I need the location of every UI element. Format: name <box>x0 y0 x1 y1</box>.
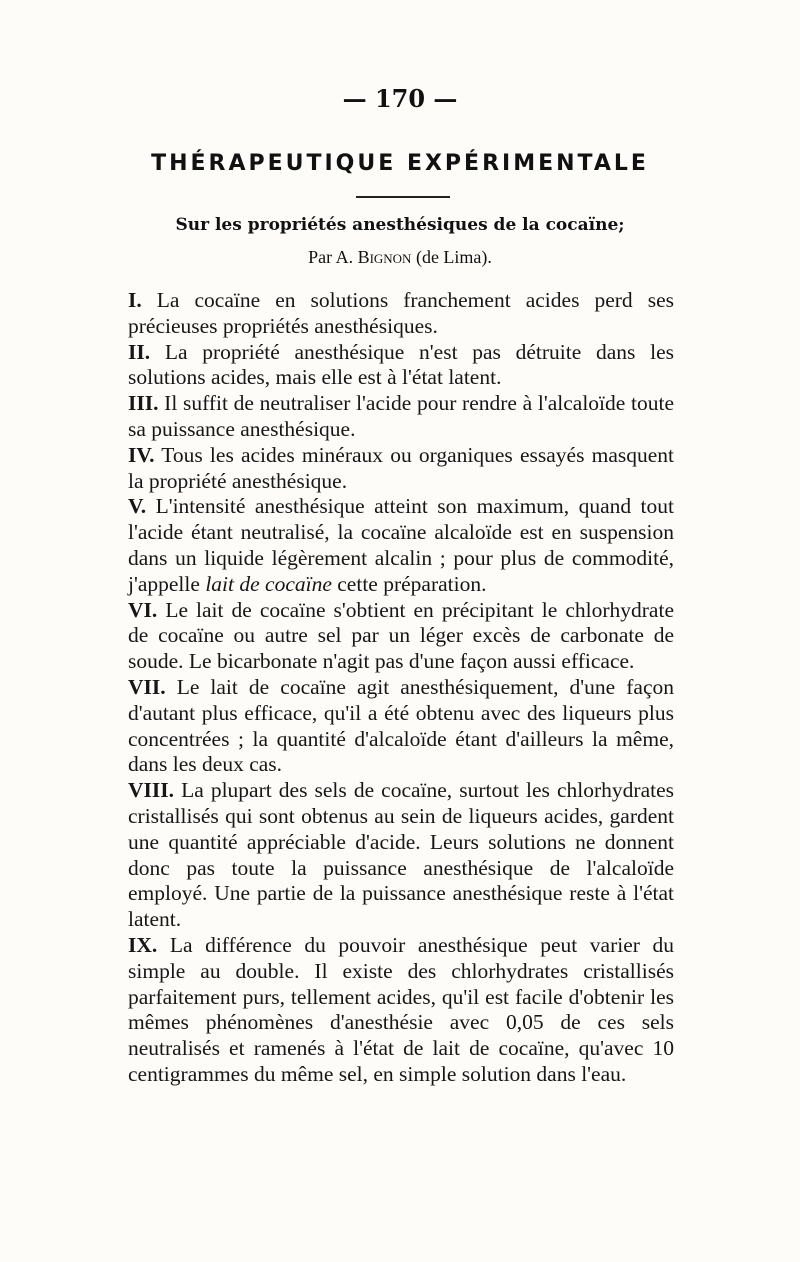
page-number: — 170 — <box>342 84 458 113</box>
paragraph-number: VII. <box>128 674 166 699</box>
paragraph-text: Le lait de cocaïne s'obtient en précipitant le chlorhydrate de cocaïne ou autre sel par un léger excès de carbonate de soude. Le bicarbonate n'agit pas d'une façon aussi efficace. <box>128 597 674 674</box>
paragraph-number: IV. <box>128 442 155 467</box>
byline-author: Bignon <box>357 247 412 267</box>
article-title: Sur les propriétés anesthésiques de la cocaïne; <box>175 215 625 235</box>
italic-term: lait de cocaïne <box>205 571 332 596</box>
paragraph-number: II. <box>128 339 151 364</box>
byline <box>0 247 800 268</box>
paragraph-8 <box>128 778 674 933</box>
paragraph-number: V. <box>128 494 147 519</box>
paragraph-text: L'intensité anesthésique atteint son maximum, quand tout l'acide étant neutralisé, la cocaïne alcaloïde est en suspension dans un liquide légèrement alcalin ; pour plus de commodité, j'appelle <box>128 494 674 596</box>
section-title: THÉRAPEUTIQUE EXPÉRIMENTALE <box>151 151 649 176</box>
paragraph-text-end: cette préparation. <box>331 571 487 596</box>
article-body <box>128 288 674 1088</box>
paragraph-number: III. <box>128 391 159 416</box>
paragraph-6 <box>128 598 674 675</box>
paragraph-text: La différence du pouvoir anesthésique peut varier du simple au double. Il existe des chlorhydrates cristallisés parfaitement purs, tellement acides, qu'il est facile d'obtenir les mêmes phénomènes d'anesthésie avec 0,05 de ces sels neutralisés et ramenés à l'état de lait de cocaïne, qu'avec 10 centigrammes du même sel, en simple solution dans l'eau. <box>128 932 674 1086</box>
paragraph-9 <box>128 933 674 1088</box>
title-divider <box>356 196 450 198</box>
paragraph-text: Il suffit de neutraliser l'acide pour rendre à l'alcaloïde toute sa puissance anesthésique. <box>128 391 674 441</box>
paragraph-5 <box>128 494 674 597</box>
paragraph-number: IX. <box>128 932 158 957</box>
paragraph-text: La propriété anesthésique n'est pas détruite dans les solutions acides, mais elle est à l'état latent. <box>128 339 674 390</box>
paragraph-number: I. <box>128 288 142 312</box>
paragraph-text: Tous les acides minéraux ou organiques essayés masquent la propriété anesthésique. <box>128 442 674 493</box>
paragraph-text: La cocaïne en solutions franchement acides perd ses précieuses propriétés anesthésiques. <box>128 288 674 338</box>
paragraph-7 <box>128 675 674 778</box>
paragraph-1 <box>128 288 674 340</box>
byline-prefix: Par A. <box>308 247 358 267</box>
paragraph-number: VI. <box>128 597 158 622</box>
byline-suffix: (de Lima). <box>411 247 492 267</box>
paragraph-4 <box>128 443 674 495</box>
paragraph-3 <box>128 391 674 443</box>
paragraph-text: Le lait de cocaïne agit anesthésiquement, d'une façon d'autant plus efficace, qu'il a été obtenu avec des liqueurs plus concentrées ; la quantité d'alcaloïde étant d'ailleurs la même, dans les deux cas. <box>128 674 674 777</box>
paragraph-number: VIII. <box>128 778 175 803</box>
paragraph-2 <box>128 340 674 392</box>
paragraph-text: La plupart des sels de cocaïne, surtout les chlorhydrates cristallisés qui sont obtenus au sein de liqueurs acides, gardent une quantité appréciable d'acide. Leurs solutions ne donnent donc pas toute la puissance anesthésique de l'alcaloïde employé. Une partie de la puissance anesthésique reste à l'état latent. <box>128 778 674 932</box>
